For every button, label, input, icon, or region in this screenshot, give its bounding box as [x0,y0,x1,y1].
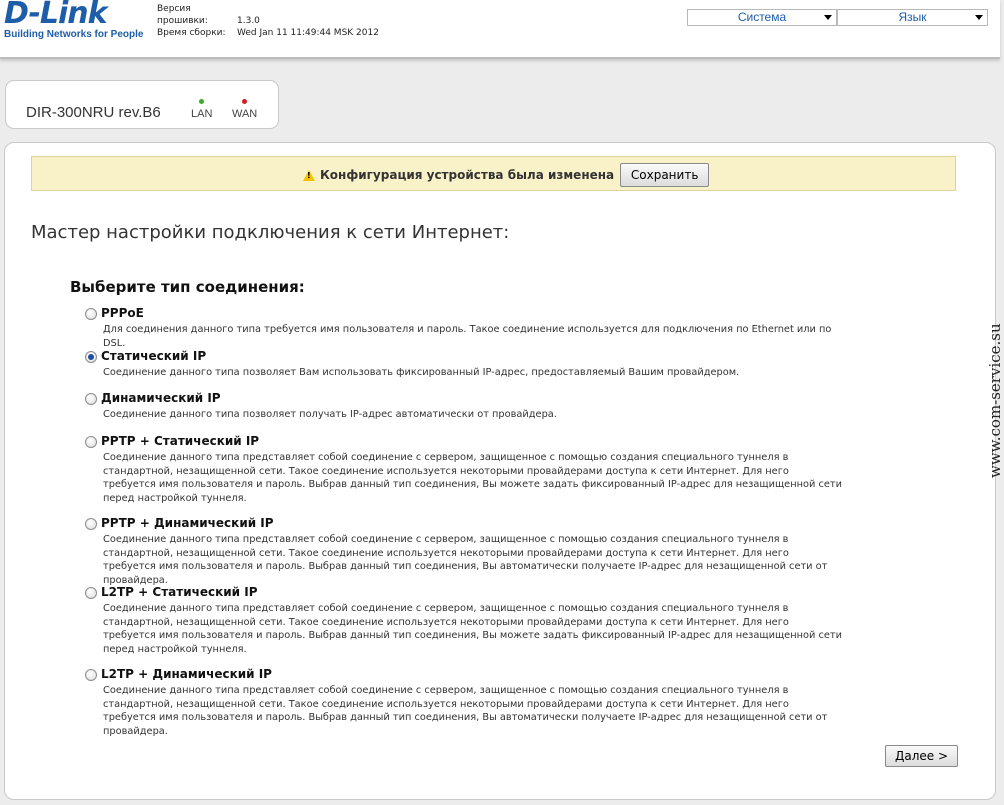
logo-text: D-Link [4,0,107,31]
build-time-value: Wed Jan 11 11:49:44 MSK 2012 [237,28,379,38]
option-label: L2TP + Динамический IP [101,667,272,681]
firmware-version-value: 1.3.0 [237,16,260,26]
radio-pppoe[interactable] [85,308,97,320]
option-label: PPPoE [101,306,144,320]
lan-label: LAN [191,108,213,120]
chevron-down-icon [975,15,983,20]
warning-icon [303,170,315,181]
logo-tagline: Building Networks for People [4,29,144,40]
option-description: Соединение данного типа позволяет получать IP-адрес автоматически от провайдера. [103,409,557,420]
save-button[interactable]: Сохранить [620,163,709,187]
connection-type-heading: Выберите тип соединения: [70,278,305,296]
option-description: Соединение данного типа представляет собой соединение с сервером, защищенное с помощью создания специального туннеля в стандартной, незащищенной сети. Такое соединение используется некоторыми провайдерами доступа к сети Интернет. Для него требуется имя пользователя и пароль. Выбрав данный тип соединения, Вы автоматически получаете IP-адрес для незащищенной сети от провайдера. [103,534,828,586]
radio-pptp-dynamic[interactable] [85,518,97,530]
system-menu-label: Система [737,10,787,24]
dlink-logo [4,0,144,44]
radio-l2tp-dynamic[interactable] [85,669,97,681]
notice-text: Конфигурация устройства была изменена [320,168,615,182]
radio-pptp-static[interactable] [85,436,97,448]
site-watermark: www.com-service.su [986,323,1004,478]
main-panel [4,142,996,800]
radio-dynamic-ip[interactable] [85,393,97,405]
wan-led-icon [242,99,247,104]
top-header [0,0,1000,59]
option-description: Соединение данного типа представляет собой соединение с сервером, защищенное с помощью создания специального туннеля в стандартной, незащищенной сети. Такое соединение используется некоторыми провайдерами доступа к сети Интернет. Для него требуется имя пользователя и пароль. Выбрав данный тип соединения, Вы автоматически получаете IP-адрес для незащищенной сети от провайдера. [103,685,828,737]
option-description: Соединение данного типа позволяет Вам использовать фиксированный IP-адрес, предоставляемый Вашим провайдером. [103,367,740,378]
language-menu-select[interactable] [837,9,988,26]
option-label: PPTP + Динамический IP [101,516,274,530]
config-changed-notice [31,156,956,191]
option-description: Для соединения данного типа требуется имя пользователя и пароль. Такое соединение используется для подключения по Ethernet или по DSL. [103,324,832,349]
radio-static-ip[interactable] [85,351,97,363]
firmware-version-label: Версия прошивки: [157,4,208,26]
option-label: L2TP + Статический IP [101,585,258,599]
device-tab [5,80,279,129]
option-label: Статический IP [101,349,207,363]
lan-indicator [191,99,212,120]
device-model: DIR-300NRU rev.B6 [26,104,161,121]
wan-indicator [232,99,257,120]
next-button[interactable]: Далее > [885,745,958,767]
lan-led-icon [199,99,204,104]
radio-l2tp-static[interactable] [85,587,97,599]
system-menu-select[interactable] [687,9,837,26]
option-label: PPTP + Статический IP [101,434,260,448]
page-title: Мастер настройки подключения к сети Интернет: [31,222,510,243]
language-menu-label: Язык [898,10,927,24]
option-description: Соединение данного типа представляет собой соединение с сервером, защищенное с помощью создания специального туннеля в стандартной, незащищенной сети. Такое соединение используется некоторыми провайдерами доступа к сети Интернет. Для него требуется имя пользователя и пароль. Выбрав данный тип соединения, Вы можете задать фиксированный IP-адрес для незащищенной сети перед настройкой туннеля. [103,452,842,504]
chevron-down-icon [824,15,832,20]
option-label: Динамический IP [101,391,221,405]
option-description: Соединение данного типа представляет собой соединение с сервером, защищенное с помощью создания специального туннеля в стандартной, незащищенной сети. Такое соединение используется некоторыми провайдерами доступа к сети Интернет. Для него требуется имя пользователя и пароль. Выбрав данный тип соединения, Вы можете задать фиксированный IP-адрес для незащищенной сети перед настройкой туннеля. [103,603,842,655]
wan-label: WAN [232,108,258,120]
firmware-info [157,3,379,39]
build-time-label: Время сборки: [157,28,226,38]
